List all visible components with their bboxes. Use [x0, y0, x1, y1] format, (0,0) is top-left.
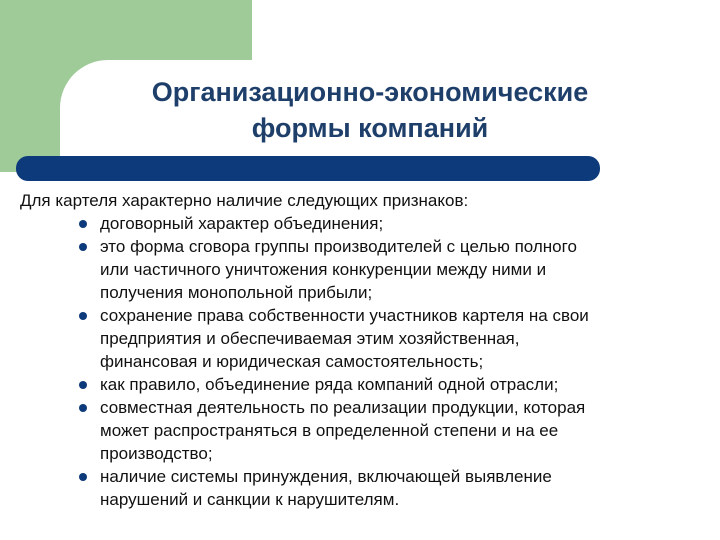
- list-item: [20, 396, 700, 465]
- title-divider-bar: [16, 156, 600, 181]
- list-item: [20, 235, 700, 304]
- slide-body: [20, 189, 700, 511]
- bullet-dot-icon: [79, 381, 87, 389]
- list-item: [20, 465, 700, 511]
- list-item: [20, 304, 700, 373]
- intro-text: Для картеля характерно наличие следующих признаков:: [20, 191, 469, 210]
- bullet-dot-icon: [79, 243, 87, 251]
- list-item-text: наличие системы принуждения, включающей выявление нарушений и санкции к нарушителям.: [100, 467, 552, 509]
- bullet-list: [20, 212, 700, 511]
- list-item: [20, 373, 700, 396]
- list-item-text: это форма сговора группы производителей с целью полного или частичного уничтожения конкуренции между ними и получения монопольной прибыли;: [100, 237, 577, 302]
- bullet-dot-icon: [79, 473, 87, 481]
- list-item-text: договорный характер объединения;: [100, 214, 384, 233]
- list-item-text: сохранение права собственности участников картеля на свои предприятия и обеспечиваемая этим хозяйственная, финансовая и юридическая самостоятельность;: [100, 306, 589, 371]
- bullet-dot-icon: [79, 404, 87, 412]
- bullet-dot-icon: [79, 312, 87, 320]
- list-item: [20, 212, 700, 235]
- slide-title: Организационно-экономические формы компаний: [151, 77, 589, 143]
- list-item-text: как правило, объединение ряда компаний одной отрасли;: [100, 375, 559, 394]
- list-item-text: совместная деятельность по реализации продукции, которая может распространяться в определенной степени и на ее производство;: [100, 398, 586, 463]
- bullet-dot-icon: [79, 220, 87, 228]
